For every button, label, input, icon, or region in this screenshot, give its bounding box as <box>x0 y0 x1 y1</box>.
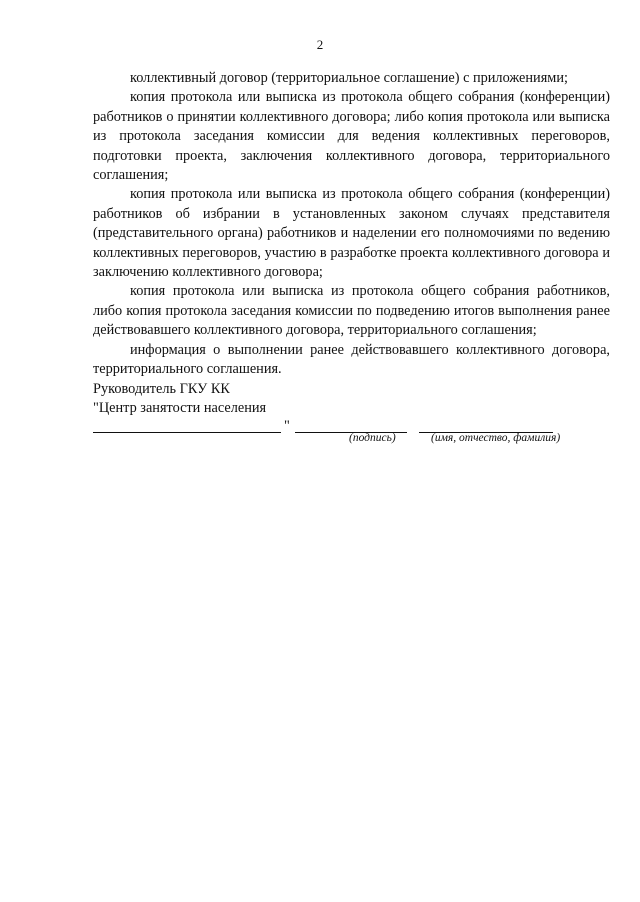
document-body <box>93 69 610 380</box>
signer-position-line2: "Центр занятости населения <box>93 400 267 416</box>
closing-quote: " <box>284 418 290 434</box>
paragraph-protocol-results: копия протокола или выписка из протокола общего собрания работников, либо копия протокола заседания комиссии по подведению итогов выполнения ранее действовавшего коллективного договора, территориального соглашения; <box>93 283 610 339</box>
paragraph-protocol-representative: копия протокола или выписка из протокола общего собрания (конференции) работников об избрании в установленных законом случаях представителя (представительного органа) работников и наделении его полномочиями по ведению коллективных переговоров, участию в разработке проекта коллективного договора и заключению коллективного договора; <box>93 186 610 281</box>
organization-underline <box>93 432 281 433</box>
signer-position-line1: Руководитель ГКУ КК <box>93 381 230 397</box>
paragraph-performance-info: информация о выполнении ранее действовавшего коллективного договора, территориального соглашения. <box>93 341 610 378</box>
page-number: 2 <box>316 37 324 52</box>
signature-caption: (подпись) <box>349 432 396 444</box>
paragraph-protocol-adoption: копия протокола или выписка из протокола общего собрания (конференции) работников о принятии коллективного договора; либо копия протокола или выписка из протокола заседания комиссии для ведения коллективных переговоров, подготовки проекта, заключения коллективного договора, территориального соглашения; <box>93 89 610 184</box>
full-name-caption: (имя, отчество, фамилия) <box>431 432 561 444</box>
paragraph-collective-agreement: коллективный договор (территориальное соглашение) с приложениями; <box>130 70 568 86</box>
